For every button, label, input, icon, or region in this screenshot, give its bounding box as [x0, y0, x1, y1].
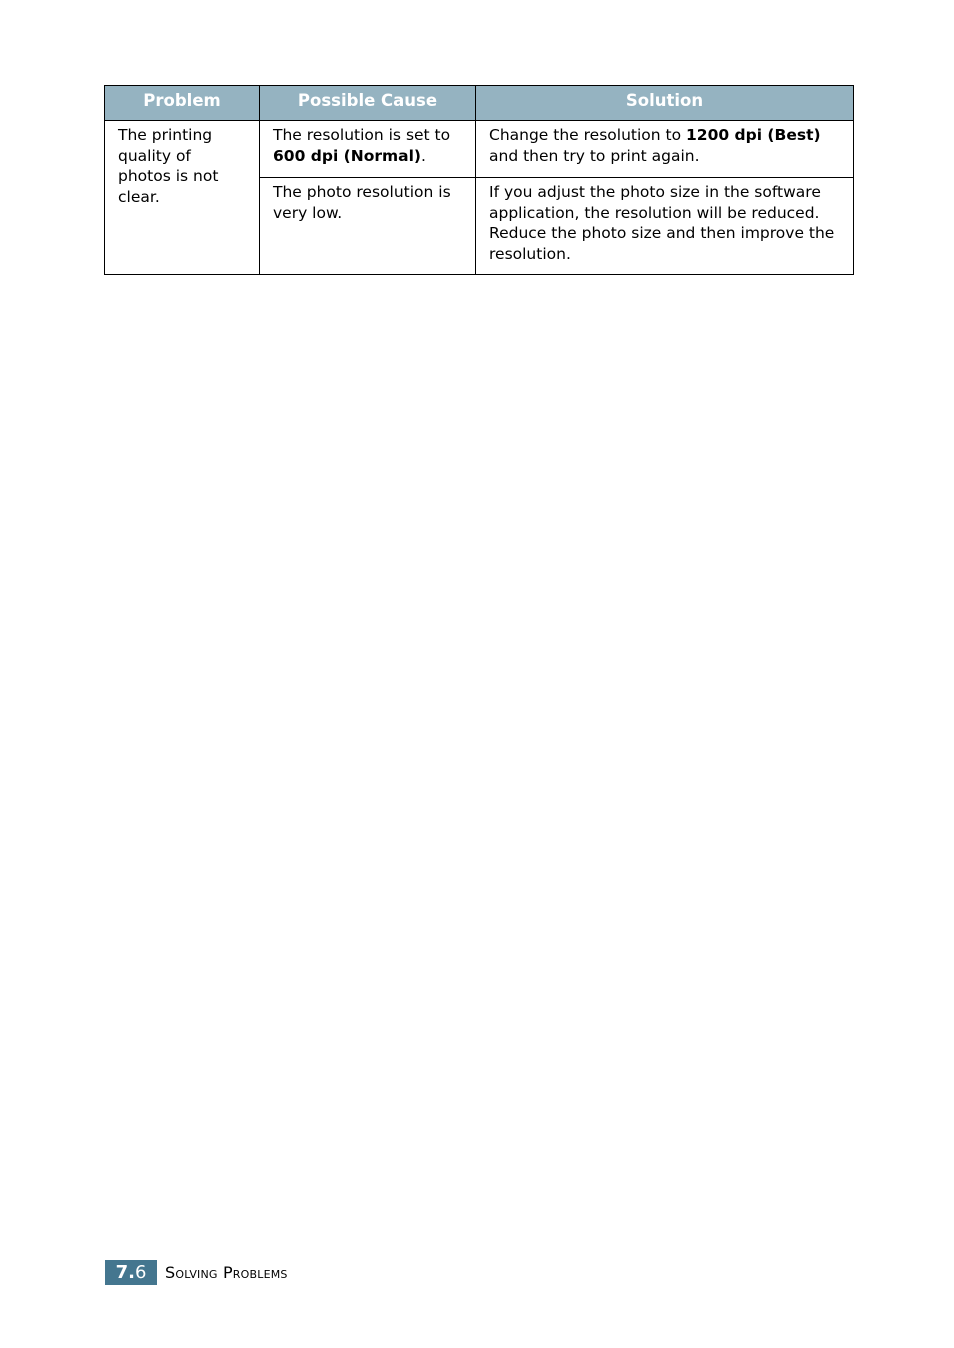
header-solution: Solution — [476, 86, 854, 121]
cause-setting: 600 dpi (Normal) — [273, 146, 422, 165]
problem-cell: The printing quality of photos is not clear. — [105, 121, 260, 275]
solution-text: Change the resolution to — [489, 126, 686, 144]
section-title: Solving Problems — [165, 1263, 288, 1282]
troubleshooting-table — [104, 85, 854, 275]
table-row — [105, 121, 854, 178]
cause-cell: The photo resolution is very low. — [260, 178, 476, 275]
cause-text-end: . — [421, 146, 426, 165]
cause-text: The resolution is set to — [273, 126, 451, 144]
solution-cell: If you adjust the photo size in the software application, the resolution will be reduced. Reduce the photo size and then improve the resolution. — [476, 178, 854, 275]
solution-setting: 1200 dpi (Best) — [686, 126, 821, 144]
chapter-number: 7. — [115, 1262, 135, 1283]
header-possible-cause: Possible Cause — [260, 86, 476, 121]
table-header-row — [105, 86, 854, 121]
cause-cell — [260, 121, 476, 178]
page-footer — [105, 1260, 288, 1285]
solution-text-end: and then try to print again. — [489, 146, 700, 165]
header-problem: Problem — [105, 86, 260, 121]
page-number: 6 — [134, 1262, 147, 1283]
solution-cell — [476, 121, 854, 178]
page-number-badge — [105, 1260, 157, 1285]
